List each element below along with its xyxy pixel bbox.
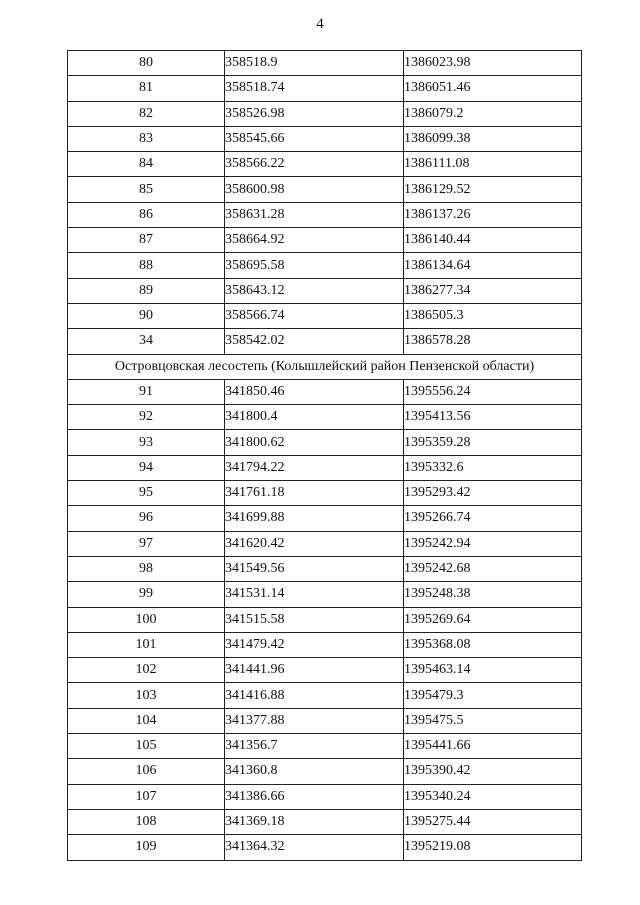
point-number-cell: 34 [68, 329, 225, 354]
y-coordinate-cell: 1386051.46 [404, 76, 582, 101]
y-coordinate-cell: 1395269.64 [404, 607, 582, 632]
x-coordinate-cell: 358566.74 [225, 303, 404, 328]
y-coordinate-cell: 1395248.38 [404, 582, 582, 607]
x-coordinate-cell: 358643.12 [225, 278, 404, 303]
table-row [68, 708, 582, 733]
table-row [68, 455, 582, 480]
y-coordinate-cell: 1395242.94 [404, 531, 582, 556]
point-number-cell: 82 [68, 101, 225, 126]
table-row [68, 329, 582, 354]
table-row [68, 152, 582, 177]
y-coordinate-cell: 1395242.68 [404, 556, 582, 581]
table-row [68, 759, 582, 784]
point-number-cell: 96 [68, 506, 225, 531]
table-row [68, 658, 582, 683]
section-row [68, 354, 582, 379]
table-row [68, 278, 582, 303]
x-coordinate-cell: 358566.22 [225, 152, 404, 177]
point-number-cell: 88 [68, 253, 225, 278]
point-number-cell: 107 [68, 784, 225, 809]
x-coordinate-cell: 341800.62 [225, 430, 404, 455]
y-coordinate-cell: 1395413.56 [404, 405, 582, 430]
point-number-cell: 108 [68, 809, 225, 834]
point-number-cell: 94 [68, 455, 225, 480]
table-row [68, 76, 582, 101]
table-row [68, 734, 582, 759]
y-coordinate-cell: 1395293.42 [404, 481, 582, 506]
coordinates-table-body [68, 51, 582, 861]
point-number-cell: 80 [68, 51, 225, 76]
table-row [68, 126, 582, 151]
table-row [68, 253, 582, 278]
table-row [68, 481, 582, 506]
point-number-cell: 101 [68, 632, 225, 657]
x-coordinate-cell: 341800.4 [225, 405, 404, 430]
x-coordinate-cell: 341761.18 [225, 481, 404, 506]
y-coordinate-cell: 1395390.42 [404, 759, 582, 784]
x-coordinate-cell: 341416.88 [225, 683, 404, 708]
table-row [68, 101, 582, 126]
table-row [68, 809, 582, 834]
point-number-cell: 91 [68, 379, 225, 404]
x-coordinate-cell: 341479.42 [225, 632, 404, 657]
point-number-cell: 85 [68, 177, 225, 202]
page-number: 4 [316, 16, 324, 32]
x-coordinate-cell: 358518.9 [225, 51, 404, 76]
x-coordinate-cell: 341549.56 [225, 556, 404, 581]
point-number-cell: 100 [68, 607, 225, 632]
x-coordinate-cell: 358526.98 [225, 101, 404, 126]
y-coordinate-cell: 1395441.66 [404, 734, 582, 759]
table-row [68, 303, 582, 328]
point-number-cell: 103 [68, 683, 225, 708]
x-coordinate-cell: 341364.32 [225, 835, 404, 860]
point-number-cell: 102 [68, 658, 225, 683]
table-row [68, 506, 582, 531]
y-coordinate-cell: 1386277.34 [404, 278, 582, 303]
y-coordinate-cell: 1386079.2 [404, 101, 582, 126]
point-number-cell: 92 [68, 405, 225, 430]
x-coordinate-cell: 358542.02 [225, 329, 404, 354]
x-coordinate-cell: 341360.8 [225, 759, 404, 784]
table-row [68, 556, 582, 581]
y-coordinate-cell: 1395219.08 [404, 835, 582, 860]
y-coordinate-cell: 1386099.38 [404, 126, 582, 151]
point-number-cell: 86 [68, 202, 225, 227]
y-coordinate-cell: 1386137.26 [404, 202, 582, 227]
x-coordinate-cell: 341699.88 [225, 506, 404, 531]
y-coordinate-cell: 1386129.52 [404, 177, 582, 202]
point-number-cell: 87 [68, 228, 225, 253]
point-number-cell: 84 [68, 152, 225, 177]
x-coordinate-cell: 358695.58 [225, 253, 404, 278]
table-row [68, 784, 582, 809]
table-row [68, 228, 582, 253]
point-number-cell: 106 [68, 759, 225, 784]
y-coordinate-cell: 1395359.28 [404, 430, 582, 455]
y-coordinate-cell: 1395556.24 [404, 379, 582, 404]
x-coordinate-cell: 358545.66 [225, 126, 404, 151]
x-coordinate-cell: 341850.46 [225, 379, 404, 404]
point-number-cell: 109 [68, 835, 225, 860]
table-row [68, 430, 582, 455]
point-number-cell: 98 [68, 556, 225, 581]
y-coordinate-cell: 1395266.74 [404, 506, 582, 531]
x-coordinate-cell: 358631.28 [225, 202, 404, 227]
point-number-cell: 97 [68, 531, 225, 556]
point-number-cell: 105 [68, 734, 225, 759]
y-coordinate-cell: 1395368.08 [404, 632, 582, 657]
x-coordinate-cell: 341441.96 [225, 658, 404, 683]
table-row [68, 582, 582, 607]
coordinates-table [67, 50, 582, 861]
y-coordinate-cell: 1395340.24 [404, 784, 582, 809]
table-row [68, 632, 582, 657]
x-coordinate-cell: 358664.92 [225, 228, 404, 253]
x-coordinate-cell: 341356.7 [225, 734, 404, 759]
table-row [68, 202, 582, 227]
x-coordinate-cell: 341369.18 [225, 809, 404, 834]
y-coordinate-cell: 1395479.3 [404, 683, 582, 708]
x-coordinate-cell: 341620.42 [225, 531, 404, 556]
x-coordinate-cell: 358518.74 [225, 76, 404, 101]
point-number-cell: 93 [68, 430, 225, 455]
table-row [68, 51, 582, 76]
table-row [68, 405, 582, 430]
point-number-cell: 89 [68, 278, 225, 303]
x-coordinate-cell: 341531.14 [225, 582, 404, 607]
x-coordinate-cell: 341386.66 [225, 784, 404, 809]
point-number-cell: 99 [68, 582, 225, 607]
y-coordinate-cell: 1395475.5 [404, 708, 582, 733]
y-coordinate-cell: 1386140.44 [404, 228, 582, 253]
y-coordinate-cell: 1395463.14 [404, 658, 582, 683]
point-number-cell: 83 [68, 126, 225, 151]
y-coordinate-cell: 1395275.44 [404, 809, 582, 834]
x-coordinate-cell: 358600.98 [225, 177, 404, 202]
x-coordinate-cell: 341377.88 [225, 708, 404, 733]
table-row [68, 607, 582, 632]
y-coordinate-cell: 1386505.3 [404, 303, 582, 328]
table-row [68, 531, 582, 556]
point-number-cell: 90 [68, 303, 225, 328]
point-number-cell: 95 [68, 481, 225, 506]
section-title: Островцовская лесостепь (Колышлейский район Пензенской области) [68, 354, 582, 379]
y-coordinate-cell: 1395332.6 [404, 455, 582, 480]
x-coordinate-cell: 341794.22 [225, 455, 404, 480]
y-coordinate-cell: 1386023.98 [404, 51, 582, 76]
y-coordinate-cell: 1386111.08 [404, 152, 582, 177]
table-row [68, 683, 582, 708]
table-row [68, 177, 582, 202]
y-coordinate-cell: 1386578.28 [404, 329, 582, 354]
table-row [68, 835, 582, 860]
point-number-cell: 81 [68, 76, 225, 101]
table-row [68, 379, 582, 404]
x-coordinate-cell: 341515.58 [225, 607, 404, 632]
point-number-cell: 104 [68, 708, 225, 733]
y-coordinate-cell: 1386134.64 [404, 253, 582, 278]
